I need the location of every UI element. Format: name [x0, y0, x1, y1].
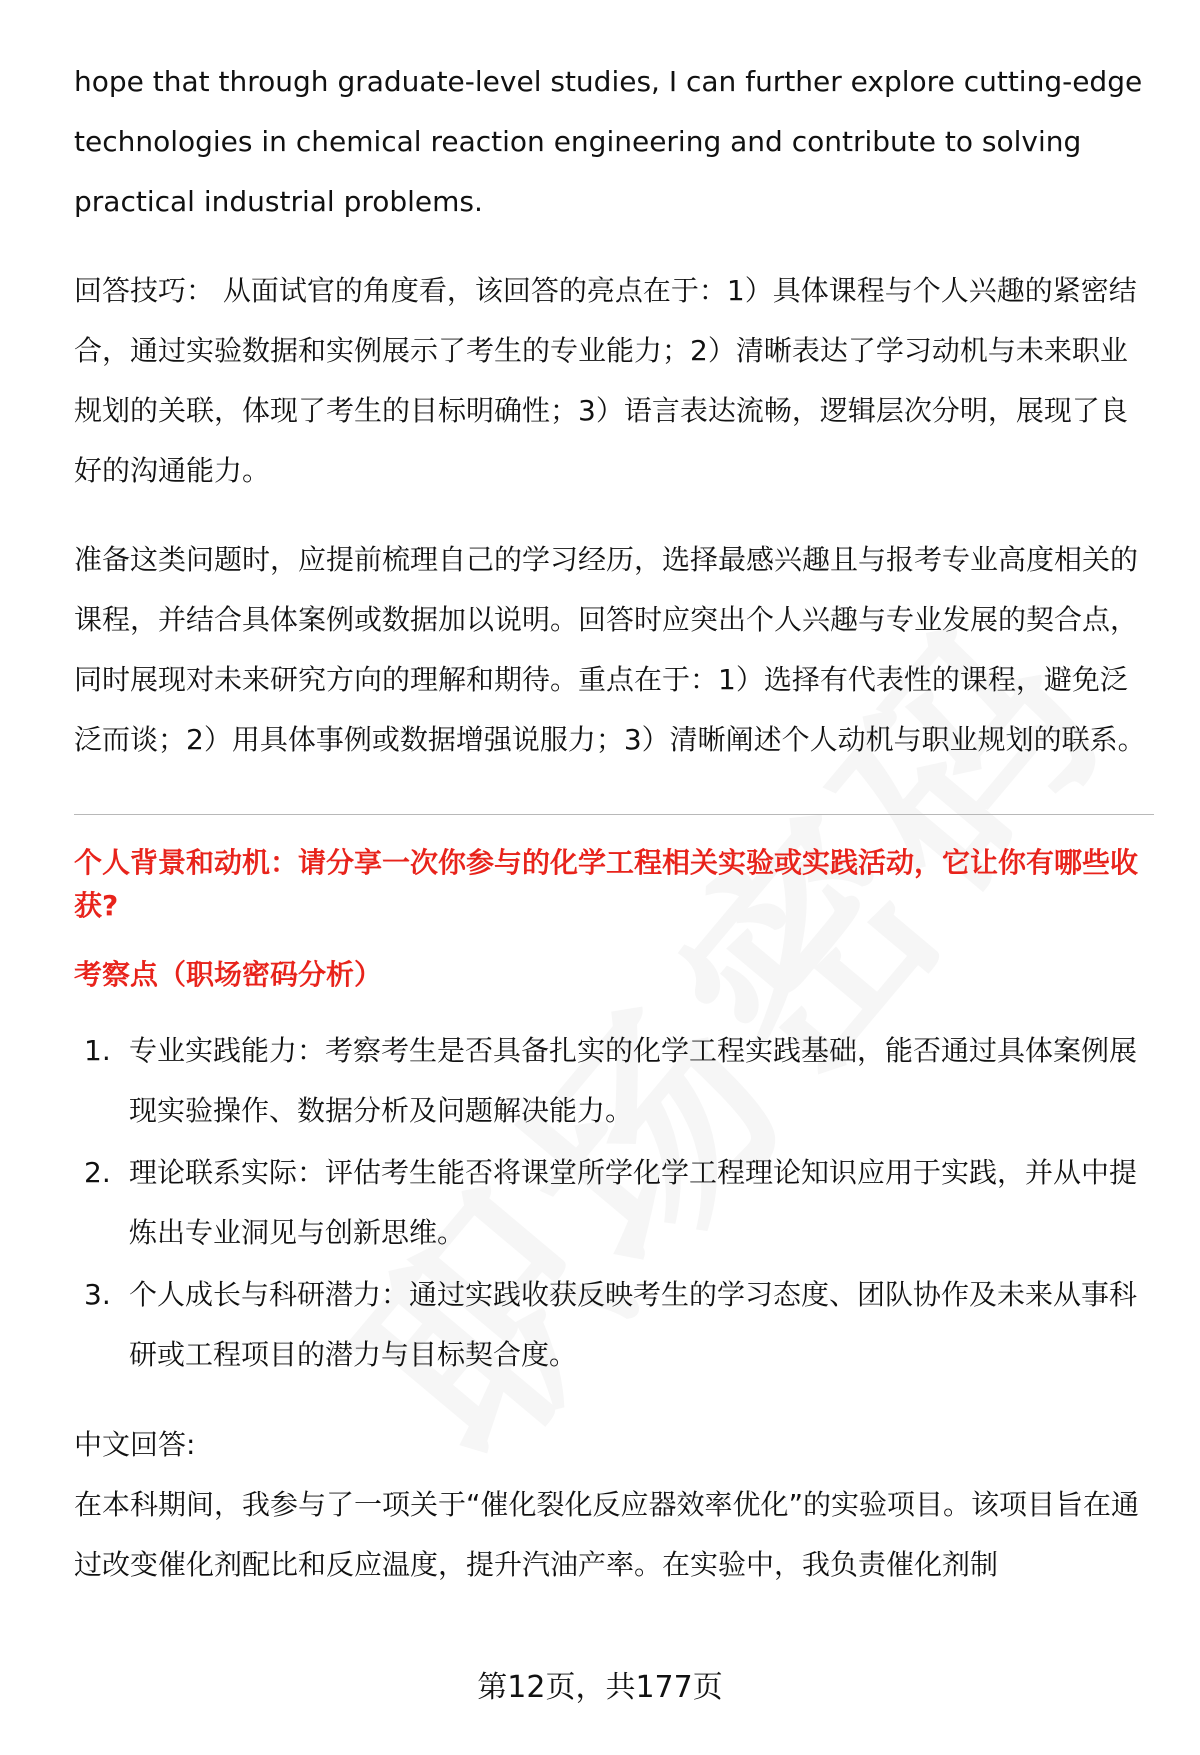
list-item [74, 1265, 1154, 1385]
list-item-text: 专业实践能力：考察考生是否具备扎实的化学工程实践基础，能否通过具体案例展现实验操作、数据分析及问题解决能力。 [129, 1034, 1138, 1127]
section-divider [74, 814, 1154, 815]
list-number: 2. [84, 1156, 111, 1189]
tips-paragraph: 回答技巧： 从面试官的角度看，该回答的亮点在于：1）具体课程与个人兴趣的紧密结合，通过实验数据和实例展示了考生的专业能力；2）清晰表达了学习动机与未来职业规划的关联，体现了考生的目标明确性；3）语言表达流畅，逻辑层次分明，展现了良好的沟通能力。 [74, 274, 1137, 487]
assessment-points-list [74, 1021, 1154, 1385]
section-title: 考察点（职场密码分析） [74, 958, 383, 991]
list-item [74, 1021, 1154, 1141]
list-number: 1. [84, 1034, 111, 1067]
page-number-footer: 第12页，共177页 [477, 1670, 723, 1705]
prep-paragraph: 准备这类问题时，应提前梳理自己的学习经历，选择最感兴趣且与报考专业高度相关的课程，并结合具体案例或数据加以说明。回答时应突出个人兴趣与专业发展的契合点，同时展现对未来研究方向的理解和期待。重点在于：1）选择有代表性的课程，避免泛泛而谈；2）用具体事例或数据增强说服力；3）清晰阐述个人动机与职业规划的联系。 [74, 543, 1146, 756]
list-item-text: 理论联系实际：评估考生能否将课堂所学化学工程理论知识应用于实践，并从中提炼出专业洞见与创新思维。 [129, 1156, 1138, 1249]
intro-paragraph: hope that through graduate-level studies, I can further explore cutting-edge technologies in chemical reaction engineering and contribute to solving practical industrial problems. [74, 65, 1143, 218]
answer-text: 在本科期间，我参与了一项关于“催化裂化反应器效率优化”的实验项目。该项目旨在通过改变催化剂配比和反应温度，提升汽油产率。在实验中，我负责催化剂制 [74, 1488, 1140, 1581]
list-item-text: 个人成长与科研潜力：通过实践收获反映考生的学习态度、团队协作及未来从事科研或工程项目的潜力与目标契合度。 [129, 1278, 1138, 1371]
list-item [74, 1143, 1154, 1263]
answer-label: 中文回答: [74, 1428, 196, 1461]
question-heading: 个人背景和动机：请分享一次你参与的化学工程相关实验或实践活动，它让你有哪些收获? [74, 846, 1139, 922]
list-number: 3. [84, 1278, 111, 1311]
page-content [74, 52, 1154, 1595]
